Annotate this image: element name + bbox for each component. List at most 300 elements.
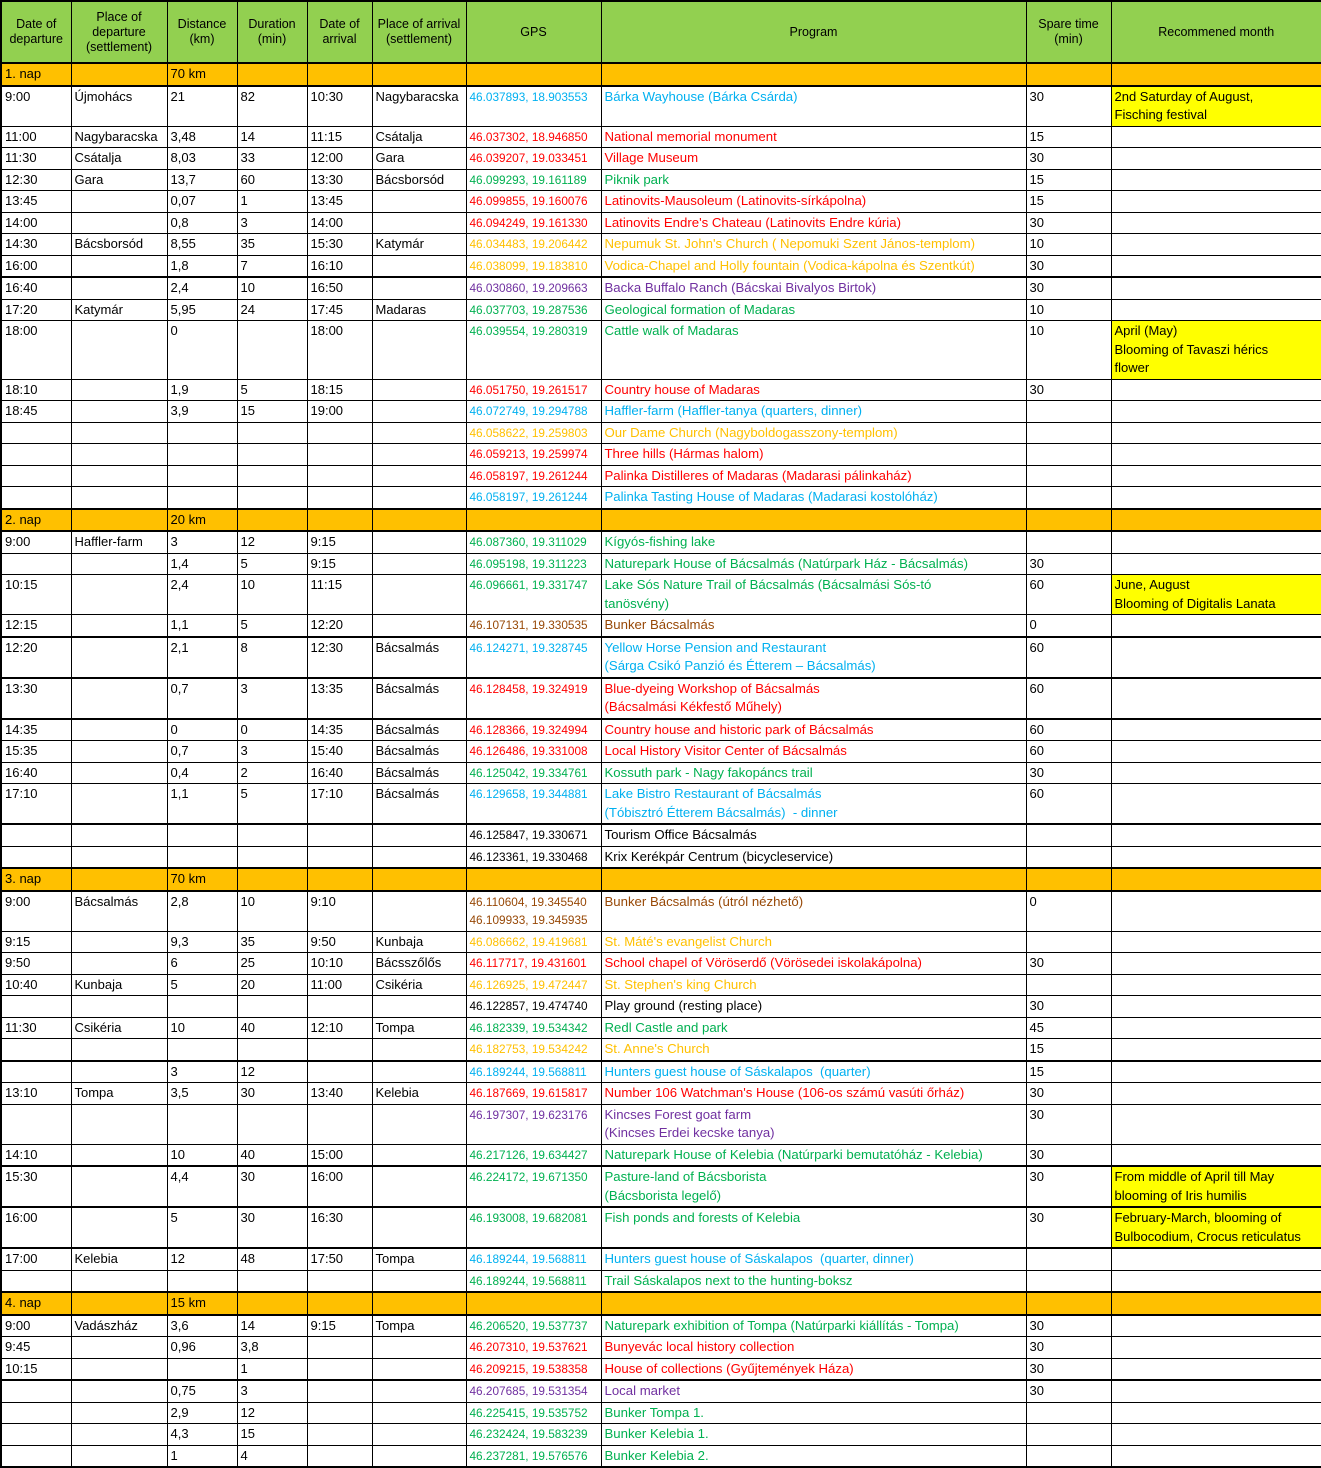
cell-dep-time: 9:00 — [1, 1315, 71, 1337]
cell-distance: 3,9 — [167, 401, 237, 423]
cell-arr-place — [372, 1445, 466, 1467]
cell-gps: 46.209215, 19.538358 — [466, 1358, 601, 1380]
cell-month — [1111, 615, 1321, 637]
cell-arr-place — [372, 1144, 466, 1166]
cell-dep-time — [1, 824, 71, 846]
day-empty-cell — [307, 1292, 372, 1315]
table-row — [1, 931, 1321, 953]
cell-gps: 46.038099, 19.183810 — [466, 255, 601, 277]
cell-distance: 4,4 — [167, 1166, 237, 1207]
table-row — [1, 169, 1321, 191]
cell-distance — [167, 422, 237, 444]
cell-arr-time — [307, 824, 372, 846]
cell-arr-place — [372, 531, 466, 553]
cell-distance: 0,07 — [167, 191, 237, 213]
cell-program: Palinka Tasting House of Madaras (Madarasi kostolóház) — [601, 487, 1026, 509]
cell-dep-time: 9:15 — [1, 931, 71, 953]
cell-month — [1111, 1144, 1321, 1166]
day-empty-cell — [237, 509, 307, 532]
cell-distance: 1 — [167, 1445, 237, 1467]
cell-month — [1111, 824, 1321, 846]
cell-dep-place — [71, 487, 167, 509]
cell-dep-place — [71, 1380, 167, 1402]
table-row — [1, 1166, 1321, 1207]
cell-program: Kígyós-fishing lake — [601, 531, 1026, 553]
cell-arr-time: 15:40 — [307, 741, 372, 763]
cell-program: Bárka Wayhouse (Bárka Csárda) — [601, 86, 1026, 127]
cell-month — [1111, 1104, 1321, 1144]
cell-program: Tourism Office Bácsalmás — [601, 824, 1026, 846]
cell-dep-place — [71, 996, 167, 1018]
cell-program: Lake Bistro Restaurant of Bácsalmás (Tóbisztró Étterem Bácsalmás) - dinner — [601, 784, 1026, 825]
cell-spare-time — [1026, 1270, 1111, 1292]
cell-spare-time: 15 — [1026, 169, 1111, 191]
table-row — [1, 615, 1321, 637]
cell-arr-time: 9:10 — [307, 891, 372, 932]
cell-arr-time — [307, 1104, 372, 1144]
cell-distance — [167, 846, 237, 868]
day-empty-cell — [307, 509, 372, 532]
cell-month — [1111, 401, 1321, 423]
cell-arr-place — [372, 1270, 466, 1292]
cell-duration: 33 — [237, 148, 307, 170]
cell-spare-time — [1026, 465, 1111, 487]
cell-duration: 3 — [237, 678, 307, 719]
day-section-row — [1, 509, 1321, 532]
cell-duration: 60 — [237, 169, 307, 191]
cell-month — [1111, 422, 1321, 444]
cell-dep-place — [71, 277, 167, 299]
cell-dep-place — [71, 553, 167, 575]
table-row — [1, 1445, 1321, 1467]
cell-spare-time — [1026, 824, 1111, 846]
cell-month — [1111, 719, 1321, 741]
cell-program: Village Museum — [601, 148, 1026, 170]
cell-spare-time — [1026, 531, 1111, 553]
cell-distance: 3 — [167, 531, 237, 553]
table-row — [1, 255, 1321, 277]
cell-month — [1111, 277, 1321, 299]
cell-month — [1111, 465, 1321, 487]
cell-duration: 5 — [237, 553, 307, 575]
table-row — [1, 487, 1321, 509]
cell-arr-place: Bácsborsód — [372, 169, 466, 191]
day-label-cell: 3. nap — [1, 868, 71, 891]
cell-arr-time: 15:30 — [307, 234, 372, 256]
cell-distance: 2,4 — [167, 277, 237, 299]
cell-distance: 9,3 — [167, 931, 237, 953]
day-empty-cell — [466, 868, 601, 891]
cell-gps: 46.193008, 19.682081 — [466, 1207, 601, 1248]
cell-dep-time — [1, 465, 71, 487]
cell-spare-time — [1026, 974, 1111, 996]
cell-gps: 46.037302, 18.946850 — [466, 126, 601, 148]
cell-duration — [237, 996, 307, 1018]
table-row — [1, 974, 1321, 996]
cell-duration: 12 — [237, 531, 307, 553]
table-row — [1, 126, 1321, 148]
cell-arr-place — [372, 1061, 466, 1083]
cell-dep-place — [71, 762, 167, 784]
cell-arr-place — [372, 996, 466, 1018]
cell-distance: 1,4 — [167, 553, 237, 575]
cell-arr-time — [307, 1424, 372, 1446]
column-header: Place of arrival (settlement) — [372, 1, 466, 63]
day-empty-cell — [372, 868, 466, 891]
cell-arr-place: Bácsalmás — [372, 784, 466, 825]
cell-program: St. Anne's Church — [601, 1039, 1026, 1061]
day-distance-cell: 70 km — [167, 63, 237, 86]
cell-program: Naturepark exhibition of Tompa (Natúrparki kiállítás - Tompa) — [601, 1315, 1026, 1337]
cell-month — [1111, 637, 1321, 678]
column-header: Spare time (min) — [1026, 1, 1111, 63]
cell-arr-time — [307, 444, 372, 466]
cell-gps: 46.232424, 19.583239 — [466, 1424, 601, 1446]
cell-arr-time — [307, 1270, 372, 1292]
day-section-row — [1, 868, 1321, 891]
cell-arr-place: Csátalja — [372, 126, 466, 148]
cell-gps: 46.086662, 19.419681 — [466, 931, 601, 953]
day-empty-cell — [601, 509, 1026, 532]
cell-distance — [167, 996, 237, 1018]
cell-month — [1111, 974, 1321, 996]
cell-arr-place: Csikéria — [372, 974, 466, 996]
cell-arr-time: 12:30 — [307, 637, 372, 678]
cell-program: Local market — [601, 1380, 1026, 1402]
cell-month — [1111, 678, 1321, 719]
table-row — [1, 234, 1321, 256]
table-row — [1, 1207, 1321, 1248]
cell-gps: 46.126486, 19.331008 — [466, 741, 601, 763]
cell-dep-time — [1, 553, 71, 575]
cell-arr-time — [307, 465, 372, 487]
cell-program: Three hills (Hármas halom) — [601, 444, 1026, 466]
cell-duration: 15 — [237, 401, 307, 423]
cell-month: From middle of April till May blooming of Iris humilis — [1111, 1166, 1321, 1207]
cell-duration: 3,8 — [237, 1337, 307, 1359]
cell-arr-place — [372, 1337, 466, 1359]
day-section-row — [1, 63, 1321, 86]
cell-dep-time: 9:45 — [1, 1337, 71, 1359]
cell-month — [1111, 553, 1321, 575]
cell-dep-place — [71, 1039, 167, 1061]
day-empty-cell — [601, 868, 1026, 891]
table-row — [1, 277, 1321, 299]
cell-month — [1111, 531, 1321, 553]
cell-gps: 46.207310, 19.537621 — [466, 1337, 601, 1359]
cell-dep-place — [71, 1402, 167, 1424]
cell-duration: 30 — [237, 1207, 307, 1248]
cell-spare-time: 30 — [1026, 1315, 1111, 1337]
cell-spare-time — [1026, 1248, 1111, 1270]
cell-spare-time: 15 — [1026, 191, 1111, 213]
cell-gps: 46.124271, 19.328745 — [466, 637, 601, 678]
table-row — [1, 741, 1321, 763]
cell-dep-place — [71, 212, 167, 234]
cell-duration — [237, 422, 307, 444]
cell-program: National memorial monument — [601, 126, 1026, 148]
cell-spare-time: 0 — [1026, 615, 1111, 637]
cell-dep-time: 12:30 — [1, 169, 71, 191]
cell-gps: 46.197307, 19.623176 — [466, 1104, 601, 1144]
cell-program: Cattle walk of Madaras — [601, 321, 1026, 380]
cell-month: February-March, blooming of Bulbocodium, Crocus reticulatus — [1111, 1207, 1321, 1248]
cell-arr-place: Tompa — [372, 1315, 466, 1337]
cell-spare-time: 30 — [1026, 212, 1111, 234]
cell-dep-time: 15:30 — [1, 1166, 71, 1207]
day-distance-cell: 15 km — [167, 1292, 237, 1315]
cell-gps: 46.039207, 19.033451 — [466, 148, 601, 170]
cell-month: 2nd Saturday of August, Fisching festival — [1111, 86, 1321, 127]
cell-program: Trail Sáskalapos next to the hunting-boksz — [601, 1270, 1026, 1292]
cell-arr-place — [372, 212, 466, 234]
cell-dep-place — [71, 784, 167, 825]
cell-gps: 46.207685, 19.531354 — [466, 1380, 601, 1402]
cell-duration: 14 — [237, 126, 307, 148]
cell-arr-place: Kunbaja — [372, 931, 466, 953]
cell-spare-time: 30 — [1026, 1358, 1111, 1380]
column-header: Duration (min) — [237, 1, 307, 63]
cell-spare-time: 60 — [1026, 741, 1111, 763]
cell-month — [1111, 1402, 1321, 1424]
cell-duration: 30 — [237, 1083, 307, 1105]
table-row — [1, 1061, 1321, 1083]
cell-dep-place — [71, 1270, 167, 1292]
cell-program: Fish ponds and forests of Kelebia — [601, 1207, 1026, 1248]
cell-spare-time: 30 — [1026, 1380, 1111, 1402]
cell-month — [1111, 1083, 1321, 1105]
cell-duration — [237, 1104, 307, 1144]
cell-distance: 6 — [167, 953, 237, 975]
cell-arr-place — [372, 846, 466, 868]
cell-dep-place — [71, 678, 167, 719]
cell-arr-time: 11:15 — [307, 575, 372, 615]
cell-dep-time — [1, 1039, 71, 1061]
cell-dep-place — [71, 321, 167, 380]
cell-distance: 13,7 — [167, 169, 237, 191]
cell-arr-time — [307, 422, 372, 444]
cell-distance: 0,7 — [167, 678, 237, 719]
cell-month — [1111, 169, 1321, 191]
cell-month — [1111, 487, 1321, 509]
cell-spare-time: 30 — [1026, 1207, 1111, 1248]
cell-gps: 46.072749, 19.294788 — [466, 401, 601, 423]
cell-arr-place — [372, 277, 466, 299]
cell-program: Hunters guest house of Sáskalapos (quarter, dinner) — [601, 1248, 1026, 1270]
cell-arr-place — [372, 487, 466, 509]
cell-spare-time — [1026, 487, 1111, 509]
cell-gps: 46.099293, 19.161189 — [466, 169, 601, 191]
cell-duration: 0 — [237, 719, 307, 741]
table-row — [1, 824, 1321, 846]
day-empty-cell — [601, 1292, 1026, 1315]
cell-month — [1111, 1445, 1321, 1467]
table-row — [1, 891, 1321, 932]
cell-month — [1111, 212, 1321, 234]
cell-distance: 1,9 — [167, 379, 237, 401]
cell-program: Kossuth park - Nagy fakopáncs trail — [601, 762, 1026, 784]
cell-distance: 10 — [167, 1017, 237, 1039]
cell-duration: 25 — [237, 953, 307, 975]
cell-arr-time: 9:50 — [307, 931, 372, 953]
cell-month — [1111, 1424, 1321, 1446]
cell-duration: 35 — [237, 234, 307, 256]
cell-gps: 46.182339, 19.534342 — [466, 1017, 601, 1039]
cell-arr-time: 18:00 — [307, 321, 372, 380]
cell-arr-place: Gara — [372, 148, 466, 170]
header-row — [1, 1, 1321, 63]
cell-dep-time: 14:35 — [1, 719, 71, 741]
cell-month — [1111, 1017, 1321, 1039]
cell-duration — [237, 1039, 307, 1061]
cell-duration — [237, 846, 307, 868]
cell-dep-place — [71, 575, 167, 615]
cell-distance — [167, 487, 237, 509]
cell-spare-time: 60 — [1026, 784, 1111, 825]
cell-distance: 0,96 — [167, 1337, 237, 1359]
cell-arr-place — [372, 553, 466, 575]
column-header: Program — [601, 1, 1026, 63]
cell-arr-time: 10:30 — [307, 86, 372, 127]
cell-distance: 8,55 — [167, 234, 237, 256]
cell-program: Latinovits Endre's Chateau (Latinovits Endre kúria) — [601, 212, 1026, 234]
cell-distance: 5,95 — [167, 299, 237, 321]
cell-dep-place: Bácsalmás — [71, 891, 167, 932]
cell-arr-place — [372, 575, 466, 615]
cell-program: Palinka Distilleres of Madaras (Madarasi pálinkaház) — [601, 465, 1026, 487]
cell-program: Local History Visitor Center of Bácsalmás — [601, 741, 1026, 763]
cell-gps: 46.058197, 19.261244 — [466, 465, 601, 487]
cell-spare-time: 30 — [1026, 255, 1111, 277]
cell-distance: 0 — [167, 719, 237, 741]
cell-arr-time — [307, 996, 372, 1018]
cell-gps: 46.126925, 19.472447 — [466, 974, 601, 996]
table-row — [1, 1315, 1321, 1337]
cell-dep-time: 16:00 — [1, 1207, 71, 1248]
cell-dep-place — [71, 1166, 167, 1207]
cell-arr-place — [372, 1380, 466, 1402]
cell-spare-time: 30 — [1026, 1337, 1111, 1359]
day-label-cell: 4. nap — [1, 1292, 71, 1315]
cell-dep-time — [1, 1424, 71, 1446]
cell-spare-time — [1026, 444, 1111, 466]
cell-program: Pasture-land of Bácsborista (Bácsborista legelő) — [601, 1166, 1026, 1207]
day-label-cell: 2. nap — [1, 509, 71, 532]
column-header: Distance (km) — [167, 1, 237, 63]
cell-dep-place: Bácsborsód — [71, 234, 167, 256]
cell-gps: 46.107131, 19.330535 — [466, 615, 601, 637]
cell-arr-time: 9:15 — [307, 1315, 372, 1337]
day-empty-cell — [372, 1292, 466, 1315]
cell-distance: 1,1 — [167, 784, 237, 825]
cell-duration: 82 — [237, 86, 307, 127]
cell-distance: 0,8 — [167, 212, 237, 234]
cell-program: Number 106 Watchman's House (106-os számú vasúti őrház) — [601, 1083, 1026, 1105]
cell-arr-time: 14:35 — [307, 719, 372, 741]
cell-program: Blue-dyeing Workshop of Bácsalmás (Bácsalmási Kékfestő Műhely) — [601, 678, 1026, 719]
table-row — [1, 784, 1321, 825]
cell-program: Country house and historic park of Bácsalmás — [601, 719, 1026, 741]
cell-arr-place: Bácsalmás — [372, 741, 466, 763]
cell-gps: 46.123361, 19.330468 — [466, 846, 601, 868]
cell-spare-time: 15 — [1026, 126, 1111, 148]
table-row — [1, 575, 1321, 615]
cell-spare-time — [1026, 1445, 1111, 1467]
cell-distance: 0,75 — [167, 1380, 237, 1402]
cell-gps: 46.128458, 19.324919 — [466, 678, 601, 719]
cell-arr-time: 12:20 — [307, 615, 372, 637]
day-empty-cell — [372, 63, 466, 86]
column-header: Recommened month — [1111, 1, 1321, 63]
cell-arr-time — [307, 1380, 372, 1402]
cell-distance: 3,6 — [167, 1315, 237, 1337]
cell-gps: 46.122857, 19.474740 — [466, 996, 601, 1018]
cell-spare-time: 30 — [1026, 996, 1111, 1018]
table-row — [1, 191, 1321, 213]
cell-distance: 12 — [167, 1248, 237, 1270]
cell-dep-time — [1, 996, 71, 1018]
day-distance-cell: 70 km — [167, 868, 237, 891]
cell-program: Naturepark House of Kelebia (Natúrparki bemutatóház - Kelebia) — [601, 1144, 1026, 1166]
day-empty-cell — [466, 1292, 601, 1315]
cell-arr-time: 14:00 — [307, 212, 372, 234]
column-header: GPS — [466, 1, 601, 63]
cell-gps: 46.187669, 19.615817 — [466, 1083, 601, 1105]
cell-spare-time: 0 — [1026, 891, 1111, 932]
cell-dep-place: Újmohács — [71, 86, 167, 127]
cell-program: Krix Kerékpár Centrum (bicycleservice) — [601, 846, 1026, 868]
day-empty-cell — [1026, 868, 1111, 891]
cell-distance: 5 — [167, 1207, 237, 1248]
cell-month — [1111, 234, 1321, 256]
cell-dep-time: 13:10 — [1, 1083, 71, 1105]
table-row — [1, 553, 1321, 575]
cell-gps: 46.129658, 19.344881 — [466, 784, 601, 825]
cell-duration — [237, 444, 307, 466]
cell-arr-time: 13:35 — [307, 678, 372, 719]
table-row — [1, 1358, 1321, 1380]
cell-dep-time: 9:00 — [1, 891, 71, 932]
cell-duration: 5 — [237, 615, 307, 637]
cell-distance — [167, 465, 237, 487]
cell-dep-time: 14:30 — [1, 234, 71, 256]
cell-dep-time: 15:35 — [1, 741, 71, 763]
cell-dep-time: 18:45 — [1, 401, 71, 423]
cell-dep-place: Kunbaja — [71, 974, 167, 996]
cell-month — [1111, 444, 1321, 466]
cell-arr-place — [372, 321, 466, 380]
cell-spare-time: 10 — [1026, 299, 1111, 321]
cell-month — [1111, 1315, 1321, 1337]
cell-month — [1111, 762, 1321, 784]
cell-arr-place — [372, 1104, 466, 1144]
cell-spare-time — [1026, 846, 1111, 868]
cell-spare-time: 15 — [1026, 1061, 1111, 1083]
cell-gps: 46.037703, 19.287536 — [466, 299, 601, 321]
cell-month — [1111, 148, 1321, 170]
cell-arr-place: Tompa — [372, 1248, 466, 1270]
cell-distance: 2,8 — [167, 891, 237, 932]
cell-dep-time: 11:30 — [1, 148, 71, 170]
cell-duration: 48 — [237, 1248, 307, 1270]
cell-distance — [167, 1270, 237, 1292]
cell-duration: 20 — [237, 974, 307, 996]
cell-dep-place — [71, 846, 167, 868]
cell-dep-time: 11:30 — [1, 1017, 71, 1039]
cell-dep-place — [71, 379, 167, 401]
cell-gps: 46.237281, 19.576576 — [466, 1445, 601, 1467]
cell-duration: 10 — [237, 575, 307, 615]
